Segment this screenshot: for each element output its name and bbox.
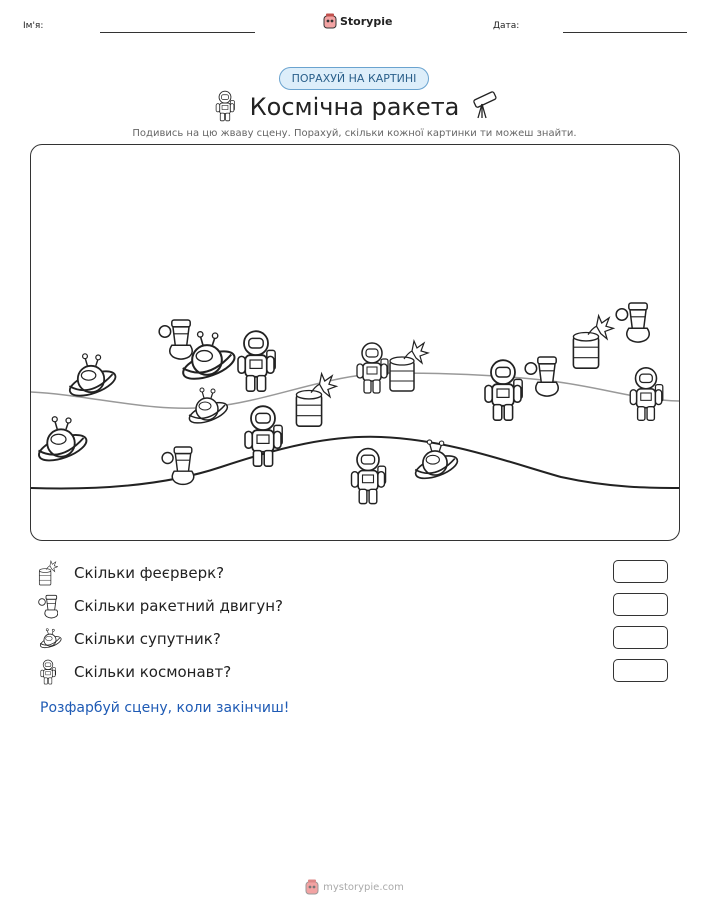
question-text: Скільки супутник? (74, 630, 221, 648)
category-badge: ПОРАХУЙ НА КАРТИНІ (279, 67, 429, 90)
satellite-icon (36, 417, 90, 466)
scene-illustration (31, 145, 680, 541)
question-text: Скільки ракетний двигун? (74, 597, 284, 615)
firework-icon (38, 560, 58, 586)
footer-url[interactable]: mystorypie.com (323, 881, 404, 893)
astronaut-icon (38, 659, 58, 685)
satellite-icon (67, 354, 119, 401)
date-line[interactable] (563, 32, 687, 33)
rocket-engine-icon (616, 303, 649, 342)
date-label: Дата: (493, 21, 520, 31)
rocket-engine-icon (159, 320, 192, 359)
astronaut-icon (357, 343, 388, 393)
coloring-note: Розфарбуй сцену, коли закінчиш! (40, 700, 290, 716)
question-row-fireworks (38, 560, 678, 586)
satellite-icon (38, 626, 62, 652)
name-line[interactable] (100, 32, 255, 33)
answer-box-satellite[interactable] (613, 626, 668, 649)
rocket-engine-icon (38, 593, 58, 619)
firework-icon (390, 341, 428, 391)
question-text: Скільки феєрверк? (74, 564, 225, 582)
brand (323, 13, 392, 29)
question-text: Скільки космонавт? (74, 663, 232, 681)
astronaut-icon (630, 368, 663, 421)
answer-box-fireworks[interactable] (613, 560, 668, 583)
brand-name: Storypie (340, 14, 393, 28)
satellite-icon (180, 332, 238, 385)
firework-icon (296, 374, 336, 427)
telescope-icon (468, 90, 500, 120)
astronaut-icon (238, 331, 275, 391)
answer-box-rocket-engine[interactable] (613, 593, 668, 616)
astronaut-icon (485, 360, 522, 420)
storypie-logo-icon (305, 879, 319, 895)
question-row-satellite (38, 626, 678, 652)
rocket-engine-icon (525, 357, 558, 396)
hill-line-back (31, 373, 680, 408)
scene-frame[interactable] (30, 144, 680, 541)
answer-box-astronaut[interactable] (613, 659, 668, 682)
footer (0, 879, 709, 895)
firework-icon (573, 316, 613, 369)
question-row-astronaut (38, 659, 678, 685)
page-title: Космічна ракета (249, 93, 460, 121)
instructions: Подивись на цю жваву сцену. Порахуй, скільки кожної картинки ти можеш знайти. (132, 128, 577, 139)
question-row-rocket-engine (38, 593, 678, 619)
storypie-logo-icon (323, 13, 337, 29)
astronaut-icon (352, 449, 386, 504)
name-label: Ім'я: (23, 21, 44, 31)
rocket-engine-icon (162, 447, 194, 484)
